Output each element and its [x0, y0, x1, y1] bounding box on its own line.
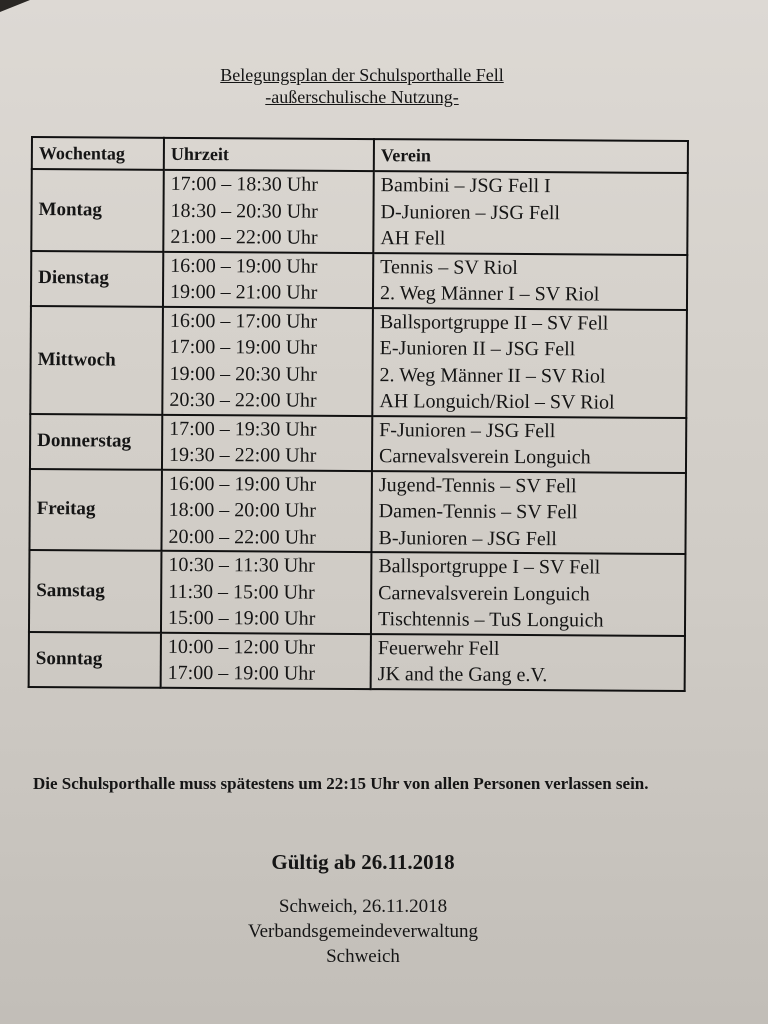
day-cell: Sonntag [29, 631, 161, 687]
header-club: Verein [374, 139, 688, 173]
table-row [30, 306, 687, 418]
time-slot: 17:00 – 18:30 Uhr [170, 172, 318, 196]
time-slot: 17:00 – 19:00 Uhr [169, 335, 317, 359]
time-slot: 18:30 – 20:30 Uhr [170, 199, 318, 223]
table-row [29, 550, 685, 636]
time-slot: 18:00 – 20:00 Uhr [168, 498, 317, 522]
time-slot: 16:00 – 19:00 Uhr [168, 472, 317, 496]
time-slot: 19:00 – 21:00 Uhr [169, 280, 318, 304]
club-entry: Bambini – JSG Fell I [380, 174, 551, 198]
table-row [30, 414, 686, 473]
club-cell [373, 171, 687, 254]
time-slot: 21:00 – 22:00 Uhr [170, 225, 318, 249]
club-cell [372, 416, 686, 473]
table-row [31, 251, 687, 310]
time-slot: 17:00 – 19:00 Uhr [167, 661, 316, 685]
time-cell [163, 251, 373, 307]
time-slot: 16:00 – 19:00 Uhr [170, 254, 318, 278]
club-entry: Ballsportgruppe I – SV Fell [378, 555, 601, 579]
club-entry: Ballsportgruppe II – SV Fell [379, 310, 609, 335]
header-weekday: Wochentag [32, 137, 164, 170]
club-entry: JK and the Gang e.V. [377, 663, 548, 687]
club-entry: D-Junioren – JSG Fell [380, 200, 561, 224]
club-entry: Carnevalsverein Longuich [378, 445, 591, 469]
club-entry: 2. Weg Männer II – SV Riol [379, 363, 606, 388]
club-entry: Damen-Tennis – SV Fell [378, 500, 578, 524]
table-row [31, 169, 687, 255]
day-cell: Montag [31, 169, 163, 251]
day-cell: Dienstag [31, 251, 163, 307]
table-header-row [32, 137, 688, 173]
time-slot: 17:00 – 19:30 Uhr [169, 417, 317, 441]
club-cell [371, 634, 685, 691]
club-entry: Feuerwehr Fell [377, 636, 500, 660]
dark-corner [0, 0, 30, 12]
time-slot: 10:00 – 12:00 Uhr [167, 635, 316, 659]
club-entry: AH Fell [380, 227, 446, 250]
time-slot: 20:00 – 22:00 Uhr [168, 525, 316, 549]
club-entry: Carnevalsverein Longuich [378, 581, 590, 605]
time-slot: 15:00 – 19:00 Uhr [167, 606, 316, 630]
place-date: Schweich, 26.11.2018 [278, 896, 448, 917]
club-entry: AH Longuich/Riol – SV Riol [379, 390, 615, 414]
signature-block [0, 894, 726, 969]
time-slot: 10:30 – 11:30 Uhr [168, 553, 315, 577]
table-row [29, 631, 685, 690]
document-title [0, 64, 724, 108]
time-slot: 11:30 – 15:00 Uhr [168, 580, 315, 604]
club-entry: F-Junioren – JSG Fell [379, 418, 556, 442]
authority-name: Verbandsgemeindeverwaltung [247, 921, 479, 942]
club-entry: E-Junioren II – JSG Fell [379, 337, 576, 361]
time-cell [163, 170, 373, 253]
club-entry: 2. Weg Männer I – SV Riol [379, 282, 600, 306]
club-entry: Jugend-Tennis – SV Fell [378, 473, 577, 497]
closing-notice: Die Schulsporthalle muss spätestens um 22:15 Uhr von allen Personen verlassen sein. [33, 774, 649, 793]
table-row [29, 468, 685, 554]
day-cell: Freitag [29, 468, 161, 550]
time-cell [162, 306, 373, 415]
club-cell [372, 308, 687, 418]
club-cell [373, 253, 687, 310]
day-cell: Samstag [29, 550, 161, 632]
time-slot: 19:00 – 20:30 Uhr [169, 362, 317, 386]
title-line-1: Belegungsplan der Schulsporthalle Fell [220, 65, 504, 85]
day-cell: Donnerstag [30, 414, 162, 470]
time-slot: 16:00 – 17:00 Uhr [169, 309, 318, 333]
time-cell [161, 632, 371, 688]
valid-from: Gültig ab 26.11.2018 [271, 850, 455, 874]
club-entry: Tennis – SV Riol [380, 255, 518, 279]
authority-city: Schweich [326, 946, 400, 967]
club-entry: B-Junioren – JSG Fell [378, 526, 557, 550]
time-cell [162, 414, 372, 470]
title-line-2: -außerschulische Nutzung- [265, 87, 459, 107]
day-cell: Mittwoch [30, 306, 163, 415]
time-slot: 20:30 – 22:00 Uhr [169, 388, 317, 412]
club-cell [371, 552, 685, 635]
time-cell [161, 469, 371, 552]
schedule-table [28, 136, 689, 692]
club-entry: Tischtennis – TuS Longuich [377, 608, 604, 632]
time-cell [161, 551, 371, 634]
time-slot: 19:30 – 22:00 Uhr [168, 443, 317, 467]
header-time: Uhrzeit [164, 138, 374, 171]
club-cell [371, 471, 685, 554]
